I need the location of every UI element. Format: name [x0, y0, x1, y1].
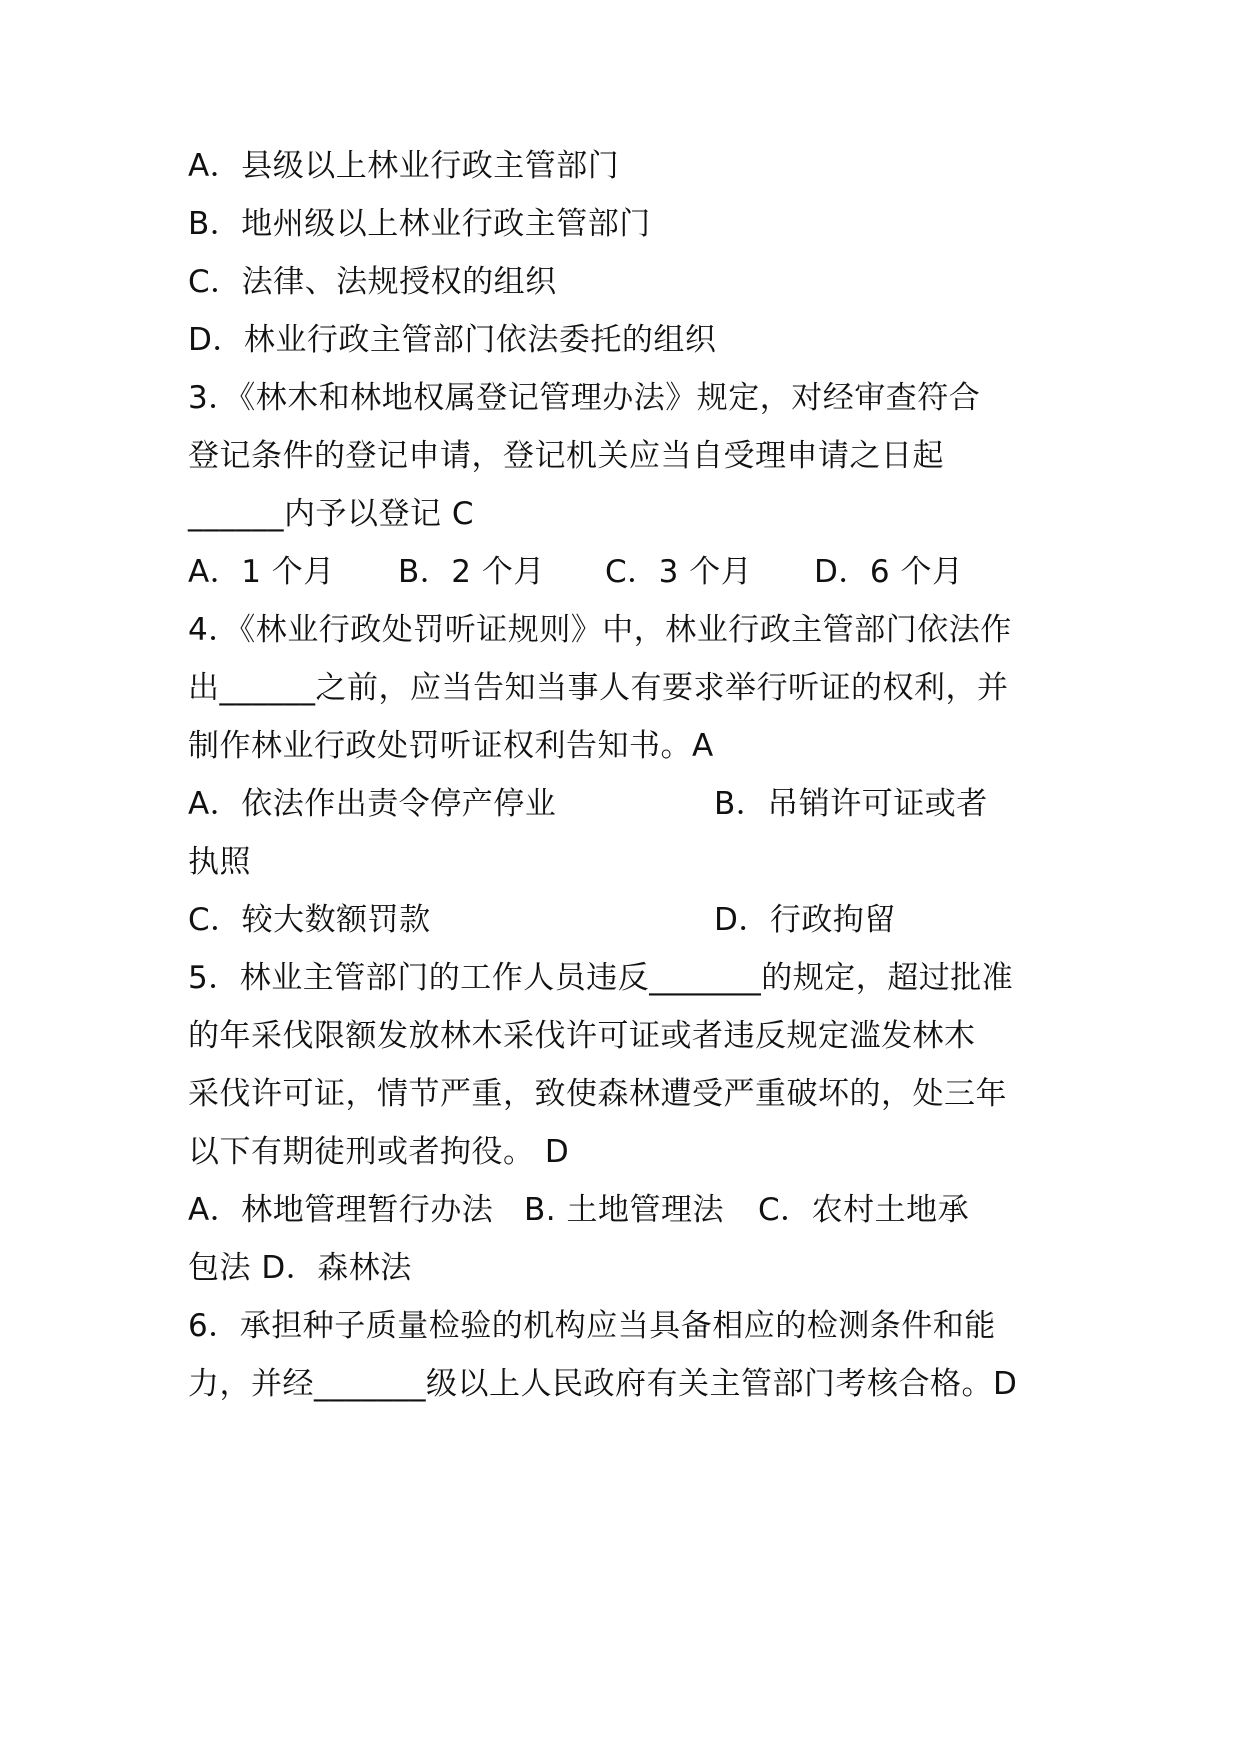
q3-options-row — [188, 540, 1068, 605]
q5-option-a: A．林地管理暂行办法 — [188, 1192, 494, 1228]
q4-options-row-1 — [188, 772, 1068, 837]
q2-option-b: B．地州级以上林业行政主管部门 — [188, 206, 651, 242]
q4-text-line-3: 制作林业行政处罚听证权利告知书。A — [188, 728, 714, 764]
q3-text-line-1: 3．《林木和林地权属登记管理办法》规定，对经审查符合 — [188, 380, 981, 416]
q2-option-d: D．林业行政主管部门依法委托的组织 — [188, 322, 717, 358]
q4-text-line-2: 出______之前，应当告知当事人有要求举行听证的权利，并 — [188, 670, 1009, 706]
q4-option-a: A．依法作出责令停产停业 — [188, 786, 557, 822]
q4-option-b-continued: 执照 — [188, 844, 251, 880]
q4-option-c: C．较大数额罚款 — [188, 902, 431, 938]
q6-text-line-1: 6．承担种子质量检验的机构应当具备相应的检测条件和能 — [188, 1308, 996, 1344]
q5-options-row — [188, 1178, 1068, 1243]
q2-option-a: A．县级以上林业行政主管部门 — [188, 148, 620, 184]
q3-option-c: C．3 个月 — [605, 554, 753, 590]
q5-text-line-3: 采伐许可证，情节严重，致使森林遭受严重破坏的，处三年 — [188, 1076, 1007, 1112]
q5-text-line-4: 以下有期徒刑或者拘役。 D — [188, 1134, 570, 1170]
q4-option-d: D．行政拘留 — [714, 902, 896, 938]
q5-option-c: C．农村土地承 — [758, 1192, 970, 1228]
q2-option-c: C．法律、法规授权的组织 — [188, 264, 557, 300]
q5-options-row-continued: 包法 D．森林法 — [188, 1250, 412, 1286]
q5-text-line-1: 5．林业主管部门的工作人员违反_______的规定，超过批准 — [188, 960, 1014, 996]
q6-text-line-2: 力，并经_______级以上人民政府有关主管部门考核合格。D — [188, 1366, 1018, 1402]
q3-option-a: A．1 个月 — [188, 554, 335, 590]
q4-text-line-1: 4．《林业行政处罚听证规则》中，林业行政主管部门依法作 — [188, 612, 1012, 648]
q4-options-row-2 — [188, 888, 1068, 953]
q4-option-b: B．吊销许可证或者 — [714, 786, 988, 822]
q3-option-b: B．2 个月 — [398, 554, 545, 590]
q5-option-b: B. 土地管理法 — [524, 1192, 724, 1228]
q3-text-line-3: ______内予以登记 C — [188, 496, 474, 532]
q5-text-line-2: 的年采伐限额发放林木采伐许可证或者违反规定滥发林木 — [188, 1018, 976, 1054]
q3-option-d: D．6 个月 — [814, 554, 964, 590]
q3-text-line-2: 登记条件的登记申请，登记机关应当自受理申请之日起 — [188, 438, 944, 474]
